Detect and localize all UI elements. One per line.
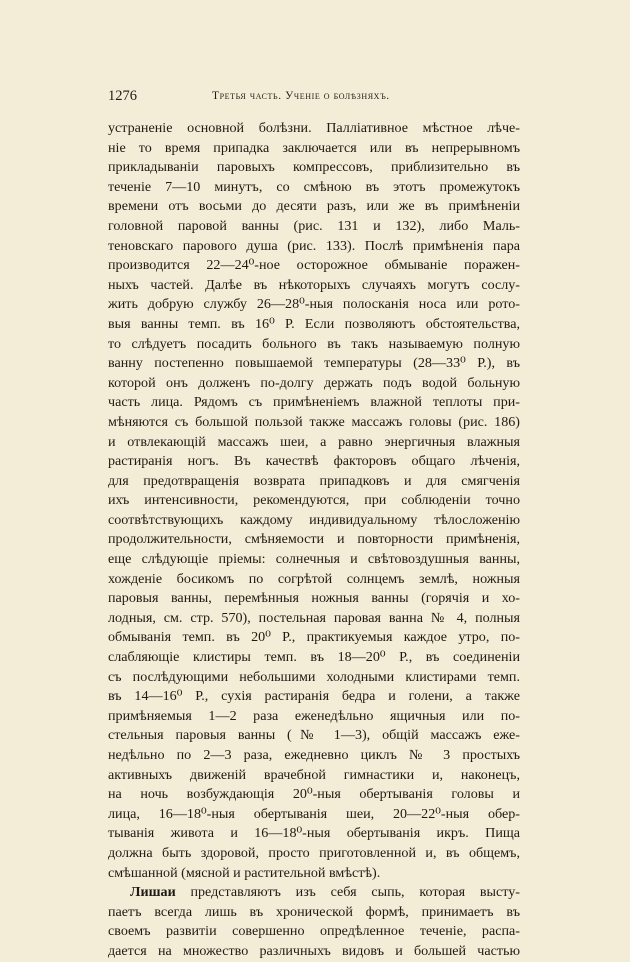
text-line: лодныя, см. стр. 570), постельная паровая ванна № 4, полныя	[108, 609, 520, 626]
text-line: паровыя ванны, перемѣнныя ножныя ванны (горячія и хо-	[108, 590, 520, 607]
text-line: ніе то время припадка заключается или въ непрерывномъ	[108, 139, 520, 156]
text-line: устраненіе основной болѣзни. Палліативное мѣстное лѣче-	[108, 120, 520, 136]
text-line: на ночь возбуждающія 20⁰-ныя обертыванія головы и	[108, 786, 520, 803]
text-line: съ послѣдующими небольшими холодными клистирами темп.	[108, 668, 520, 685]
text-line: продолжительности, смѣняемости и повторности примѣненія,	[108, 531, 520, 548]
text-line: жить добрую службу 26—28⁰-ныя полосканія носа или рото-	[108, 296, 520, 313]
text-line: ныхъ частей. Далѣе въ нѣкоторыхъ случаяхъ могутъ сослу-	[108, 276, 520, 293]
body-text	[108, 119, 520, 962]
text-fragment: представляютъ изъ себя сыпь, которая высту-	[175, 884, 520, 901]
text-line: стельныя паровыя ванны (№ 1—3), общій массажъ еже-	[108, 727, 520, 744]
text-line: головной паровой ванны (рис. 131 и 132), либо Маль-	[108, 217, 520, 234]
text-line: производится 22—24⁰-ное осторожное обмываніе поражен-	[108, 257, 520, 274]
text-line: прикладываніи паровыхъ компрессовъ, приблизительно въ	[108, 159, 520, 176]
text-line: растиранія ногъ. Въ качествѣ факторовъ общаго лѣченія,	[108, 453, 520, 470]
text-line: ванну постепенно повышаемой температуры (28—33⁰ Р.), въ	[108, 355, 520, 372]
text-line: теченіе 7—10 минутъ, со смѣною въ этотъ промежутокъ	[108, 178, 520, 195]
text-line: времени отъ восьми до десяти разъ, или же въ примѣненіи	[108, 198, 520, 215]
text-line: хожденіе босикомъ по согрѣтой солнцемъ землѣ, ножныя	[108, 570, 520, 587]
text-line: часть лица. Рядомъ съ примѣненіемъ влажной теплоты при-	[108, 394, 520, 411]
text-line: дается на множество различныхъ видовъ и большей частью	[108, 942, 520, 959]
text-line: для предотвращенія возврата припадковъ и для смягченія	[108, 472, 520, 489]
text-line: активныхъ движеній врачебной гимнастики и, наконецъ,	[108, 766, 520, 783]
page-header	[108, 88, 522, 108]
text-line: недѣльно по 2—3 раза, ежедневно циклъ № 3 простыхъ	[108, 747, 520, 763]
text-line: выя ванны темп. въ 16⁰ Р. Если позволяютъ обстоятельства,	[108, 315, 520, 332]
term-heading: Лишаи	[130, 884, 176, 901]
text-line: соотвѣтствующихъ каждому индивидуальному тѣлосложенію	[108, 511, 520, 528]
text-line: теновскаго парового душа (рис. 133). Послѣ примѣненія пара	[108, 237, 520, 254]
paragraph	[108, 119, 520, 883]
text-line: и отвлекающій массажъ шеи, а равно энергичныя влажныя	[108, 433, 520, 450]
text-line: въ 14—16⁰ Р., сухія растиранія бедра и голени, а также	[108, 688, 520, 705]
text-line: обмыванія темп. въ 20⁰ Р., практикуемыя каждое утро, по-	[108, 629, 520, 646]
text-line: паетъ всегда лишь въ хронической формѣ, принимаетъ въ	[108, 903, 520, 920]
text-line: мѣняются съ большой пользой также массажъ головы (рис. 186)	[108, 413, 520, 430]
text-line	[108, 883, 520, 903]
text-line: то слѣдуетъ посадить больного въ такъ называемую полную	[108, 335, 520, 352]
page-number: 1276	[108, 88, 137, 104]
text-line: должна быть здоровой, просто приготовленной и, въ общемъ,	[108, 844, 520, 861]
text-line: ихъ интенсивности, рекомендуются, при соблюденіи точно	[108, 492, 520, 509]
text-line: которой онъ долженъ по-долгу держать подъ водой больную	[108, 374, 520, 391]
text-line: лица, 16—18⁰-ныя обертыванія шеи, 20—22⁰-ныя обер-	[108, 805, 520, 822]
text-line: еще слѣдующіе пріемы: солнечныя и свѣтовоздушныя ванны,	[108, 551, 520, 568]
running-title: Третья часть. Ученіе о болѣзняхъ.	[212, 90, 390, 102]
text-line: примѣняемыя 1—2 раза еженедѣльно ящичныя или по-	[108, 707, 520, 724]
text-line: своемъ развитіи совершенно опредѣленное теченіе, распа-	[108, 923, 520, 940]
paragraph	[108, 883, 520, 961]
text-line: слабляющіе клистиры темп. въ 18—20⁰ Р., въ соединеніи	[108, 649, 520, 666]
text-line: тыванія живота и 16—18⁰-ныя обертыванія икръ. Пища	[108, 825, 520, 842]
text-line: смѣшанной (мясной и растительной вмѣстѣ).	[108, 864, 381, 881]
